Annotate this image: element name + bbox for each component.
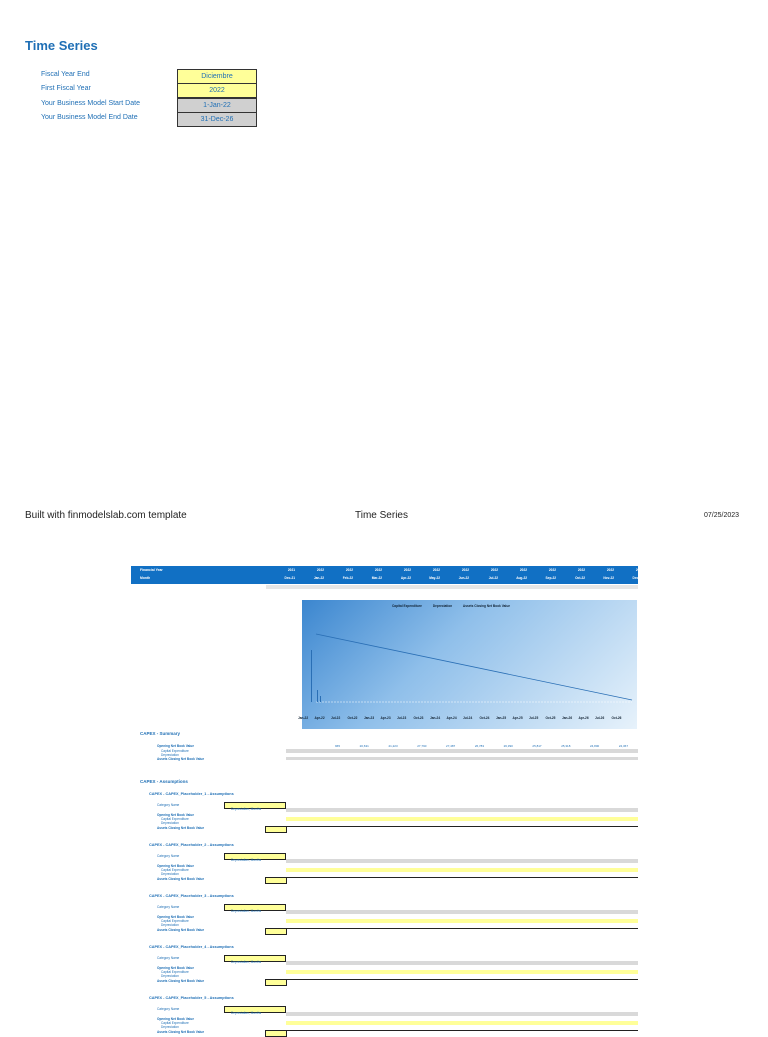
closing-label: Assets Closing Net Book Value [157,928,205,932]
depr-label: Depreciation [161,974,179,978]
value-cell: 26,390 [503,744,513,748]
setting-label: First Fiscal Year [41,85,91,93]
month-cell: Feb-22 [342,576,353,580]
depr-months-row [286,808,638,812]
axis-tick-label: Oct-22 [347,716,358,720]
year-cell: 2022 [606,568,614,572]
legend-depreciation: Depreciation [432,604,453,608]
depr-label: Depreciation [161,1025,179,1029]
month-cell: Dec-22 [632,576,643,580]
axis-tick-label: Jan-26 [562,716,573,720]
depr-months-row [286,910,638,914]
setting-label: Your Business Model End Date [41,114,138,122]
month-cell: Dec-21 [284,576,295,580]
footer-date: 07/25/2023 [704,512,740,519]
depr-months-label: Depreciation, Months [231,909,262,913]
closing-label: Assets Closing Net Book Value [157,877,205,881]
axis-tick-label: Jan-24 [430,716,441,720]
axis-tick-label: Oct-24 [479,716,490,720]
axis-tick-label: Jul-22 [331,716,341,720]
depr-months-label: Depreciation, Months [231,807,262,811]
index-row [266,585,638,589]
closing-input[interactable] [265,1030,287,1037]
closing-underline [286,928,638,929]
depr-label: Depreciation [161,821,179,825]
year-cell: 2022 [432,568,440,572]
axis-tick-label: Jan-22 [298,716,309,720]
summary-capex-label: Capital Expenditure [161,749,189,753]
month-cell: Mar-22 [371,576,382,580]
opening-label: Opening Net Book Value [157,966,195,970]
year-cell: 2022 [548,568,556,572]
category-label: Category Name [157,905,180,909]
axis-tick-label: Oct-25 [545,716,556,720]
summary-opening-label: Opening Net Book Value [157,744,195,748]
month-cell: Jan-22 [313,576,324,580]
summary-title: CAPEX - Summary [140,731,181,736]
opening-label: Opening Net Book Value [157,915,195,919]
capex-bar [311,650,312,702]
capex-input-row[interactable] [286,868,638,872]
year-cell: 2022 [490,568,498,572]
placeholder-title: CAPEX - CAPEX_Placeholder_4 - Assumptions [149,945,234,949]
month-cell: May-22 [429,576,440,580]
depr-months-label: Depreciation, Months [231,858,262,862]
year-cell: 2022 [316,568,324,572]
year-cell: 2022 [345,568,353,572]
axis-tick-label: Jan-23 [364,716,375,720]
closing-input[interactable] [265,979,287,986]
year-cell: 2022 [635,568,643,572]
legend-capex: Capital Expenditure [392,604,422,608]
value-cell: 24,367 [618,744,628,748]
axis-tick-label: Apr-22 [314,716,325,720]
capex-label: Capital Expenditure [161,868,189,872]
summary-depr-label: Depreciation [161,753,179,757]
capex-input-row[interactable] [286,1021,638,1025]
closing-label: Assets Closing Net Book Value [157,1030,205,1034]
year-cell: 2022 [577,568,585,572]
opening-label: Opening Net Book Value [157,864,195,868]
summary-capex-row [286,749,638,753]
year-cell: 2021 [287,568,295,572]
setting-value[interactable]: 31-Dec-26 [177,112,257,127]
capex-label: Capital Expenditure [161,817,189,821]
year-cell: 2022 [403,568,411,572]
placeholder-title: CAPEX - CAPEX_Placeholder_3 - Assumptions [149,894,234,898]
axis-tick-label: Oct-26 [611,716,622,720]
depr-label: Depreciation [161,872,179,876]
capex-bar [320,696,321,702]
legend-closing: Assets Closing Net Book Value [462,604,511,608]
axis-tick-label: Oct-23 [413,716,424,720]
capex-label: Capital Expenditure [161,1021,189,1025]
depr-months-row [286,1012,638,1016]
depr-months-label: Depreciation, Months [231,1011,262,1015]
axis-tick-label: Apr-25 [512,716,523,720]
axis-tick-label: Apr-23 [380,716,391,720]
capex-label: Capital Expenditure [161,919,189,923]
depr-months-row [286,859,638,863]
axis-tick-label: Apr-24 [446,716,457,720]
value-cell: 27,790 [417,744,427,748]
capex-chart [298,600,637,729]
placeholder-title: CAPEX - CAPEX_Placeholder_5 - Assumptions [149,996,234,1000]
axis-tick-label: Apr-26 [578,716,589,720]
footer-center: Time Series [355,510,408,521]
category-label: Category Name [157,956,180,960]
depr-label: Depreciation [161,923,179,927]
category-label: Category Name [157,803,180,807]
value-cell: 25,318 [561,744,571,748]
category-label: Category Name [157,1007,180,1011]
closing-underline [286,826,638,827]
value-cell: 26,783 [474,744,485,748]
summary-closing-label: Assets Closing Net Book Value [157,757,205,761]
value-cell: 27,487 [446,744,456,748]
value-cell: 25,817 [532,744,542,748]
month-cell: Sep-22 [545,576,556,580]
closing-underline [286,1030,638,1031]
closing-underline [286,979,638,980]
value-cell: 965 [335,744,341,748]
capex-input-row[interactable] [286,970,638,974]
footer-left: Built with finmodelslab.com template [25,510,187,521]
month-cell: Aug-22 [516,576,527,580]
placeholder-title: CAPEX - CAPEX_Placeholder_1 - Assumptions [149,792,234,796]
closing-underline [286,877,638,878]
financial-year-label: Financial Year [140,568,163,572]
axis-tick-label: Jan-25 [496,716,507,720]
setting-value[interactable]: 1-Jan-22 [177,98,257,113]
opening-label: Opening Net Book Value [157,813,195,817]
summary-closing-row [286,757,638,760]
depr-months-label: Depreciation, Months [231,960,262,964]
value-cell: 24,800 [590,744,600,748]
page-title: Time Series [25,38,98,53]
month-cell: Nov-22 [603,576,614,580]
capex-bar [317,690,318,702]
value-cell: 21,223 [388,744,398,748]
placeholder-title: CAPEX - CAPEX_Placeholder_2 - Assumptions [149,843,234,847]
axis-tick-label: Jul-26 [595,716,605,720]
depr-months-row [286,961,638,965]
closing-label: Assets Closing Net Book Value [157,979,205,983]
axis-tick-label: Jul-24 [463,716,473,720]
setting-label: Fiscal Year End [41,71,90,78]
month-cell: Jul-22 [488,576,498,580]
setting-value[interactable]: 2022 [177,83,257,98]
closing-input[interactable] [265,928,287,935]
chart-plot [302,600,637,729]
month-cell: Jun-22 [458,576,469,580]
opening-label: Opening Net Book Value [157,1017,195,1021]
month-cell: Apr-22 [400,576,411,580]
year-cell: 2022 [374,568,382,572]
setting-value[interactable]: Diciembre [177,69,257,84]
value-cell: 20,631 [359,744,369,748]
closing-value-line [316,634,632,700]
axis-tick-label: Jul-23 [397,716,407,720]
axis-tick-label: Jul-25 [529,716,539,720]
month-label: Month [140,576,151,580]
category-label: Category Name [157,854,180,858]
assumptions-title: CAPEX - Assumptions [140,779,188,784]
month-cell: Oct-22 [575,576,585,580]
spreadsheet-thumbnail [131,566,643,1034]
capex-input-row[interactable] [286,919,638,923]
capex-label: Capital Expenditure [161,970,189,974]
year-cell: 2022 [461,568,469,572]
closing-input[interactable] [265,877,287,884]
year-cell: 2022 [519,568,527,572]
capex-input-row[interactable] [286,817,638,821]
setting-label: Your Business Model Start Date [41,99,140,107]
sheet-header [131,566,643,584]
closing-input[interactable] [265,826,287,833]
closing-label: Assets Closing Net Book Value [157,826,205,830]
